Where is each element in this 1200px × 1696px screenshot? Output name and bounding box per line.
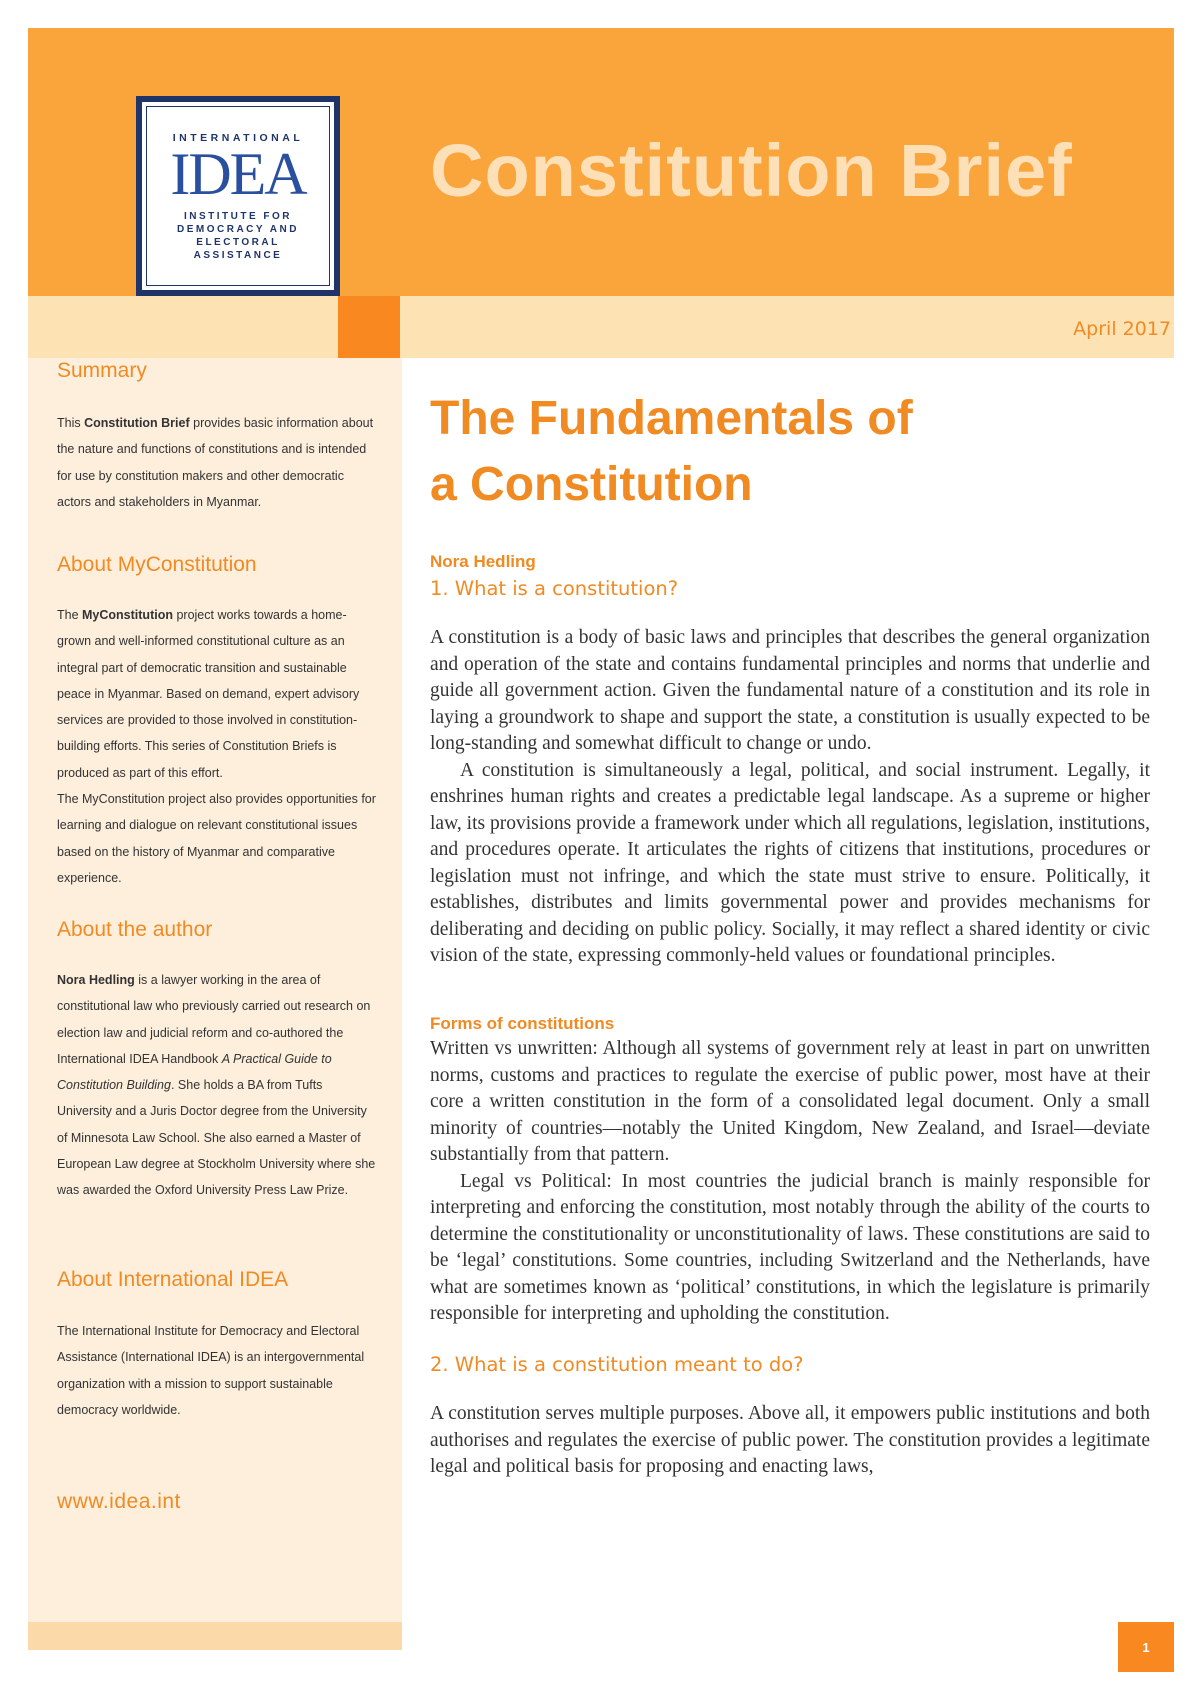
document-title: The Fundamentals of a Constitution: [430, 392, 913, 511]
header-band-right: [400, 296, 1174, 358]
logo-mark: IDEA: [170, 141, 306, 207]
forms-body: [430, 1036, 1150, 1328]
section-1-paragraph: A constitution is a body of basic laws and principles that describes the general organization and operation of the state and contains fundamental principles and norms that underlie and guide all government action. Given the fundamental nature of a constitution and its role in laying a groundwork to shape and support the state, a constitution is usually expected to be long-standing and somewhat difficult to change or undo.: [430, 627, 1150, 754]
header-band-left: [28, 296, 338, 358]
section-2-body: [430, 1401, 1150, 1481]
section-1-heading: 1. What is a constitution?: [430, 577, 679, 600]
about-myconstitution-text: The MyConstitution project works towards a home-grown and well-informed constitutional culture as an integral part of democratic transition and sustainable peace in Myanmar. Based on demand, expert advisory services are provided to those involved in constitution-building efforts. This series of Constitution Briefs is produced as part of this effort. The MyConstitution project also provides opportunities for learning and dialogue on relevant constitutional issues based on the history of Myanmar and comparative experience.: [57, 608, 376, 885]
section-1-body: [430, 625, 1150, 970]
forms-heading: Forms of constitutions: [430, 1014, 615, 1033]
logo-top-text: INTERNATIONAL: [172, 132, 304, 144]
idea-logo: [136, 96, 340, 296]
about-author-text: Nora Hedling is a lawyer working in the area of constitutional law who previously carried out research on election law and judicial reform and co-authored the International IDEA Handbook A Practical Guide to Constitution Building. She holds a BA from Tufts University and a Juris Doctor degree from the University of Minnesota Law School. She also earned a Master of European Law degree at Stockholm University where she was awarded the Oxford University Press Law Prize.: [57, 973, 376, 1198]
header-accent-square: [338, 296, 400, 358]
about-author-heading: About the author: [57, 918, 213, 941]
about-idea-text: The International Institute for Democracy and Electoral Assistance (International IDEA) is an intergovernmental organization with a mission to support sustainable democracy worldwide.: [57, 1324, 365, 1417]
about-idea-heading: About International IDEA: [57, 1268, 289, 1291]
publication-date: April 2017: [1073, 318, 1171, 340]
section-2-heading: 2. What is a constitution meant to do?: [430, 1353, 804, 1376]
summary-heading: Summary: [57, 359, 147, 382]
author-name: Nora Hedling: [430, 552, 536, 571]
forms-paragraph: Legal vs Political: In most countries the judicial branch is mainly responsible for interpreting and enforcing the constitution, most notably through the ability of the courts to determine the constitutionality or unconstitutionality of laws. These constitutions are said to be ‘legal’ constitutions. Some countries, including Switzerland and the Netherlands, have what are sometimes known as ‘political’ constitutions, in which the legislature is primarily responsible for interpreting and upholding the constitution.: [430, 1170, 1150, 1324]
page-number: 1: [1118, 1622, 1174, 1672]
forms-paragraph: Written vs unwritten: Although all systems of government rely at least in part on unwritten norms, customs and practices to regulate the exercise of public power, most have at their core a written constitution in the form of a consolidated legal document. Only a small minority of countries—notably the United Kingdom, New Zealand, and Israel—deviate substantially from that pattern.: [430, 1038, 1150, 1165]
website-link[interactable]: www.idea.int: [57, 1490, 181, 1513]
section-2-paragraph: A constitution serves multiple purposes. Above all, it empowers public institutions and both authorises and regulates the exercise of public power. The constitution provides a legitimate legal and political basis for proposing and enacting laws,: [430, 1403, 1150, 1477]
sidebar-footer-band: [28, 1622, 402, 1650]
section-1-paragraph: A constitution is simultaneously a legal, political, and social instrument. Legally, it enshrines human rights and creates a predictable legal landscape. As a supreme or higher law, its provisions provide a framework under which all regulations, legislation, institutions, and procedures operate. It articulates the rights of citizens that institutions, procedures or legislation must not infringe, and which the state must strive to ensure. Politically, it establishes, distributes and limits governmental power and provides mechanisms for deliberating and deciding on public policy. Socially, it may reflect a shared identity or civic vision of the state, expressing commonly-held values or foundational principles.: [430, 759, 1150, 966]
logo-subtitle: INSTITUTE FOR DEMOCRACY AND ELECTORAL ASSISTANCE: [177, 211, 299, 261]
about-myconstitution-heading: About MyConstitution: [57, 553, 257, 576]
summary-text: This Constitution Brief provides basic information about the nature and functions of constitutions and is intended for use by constitution makers and other democratic actors and stakeholders in Myanmar.: [57, 416, 374, 509]
brand-title: Constitution Brief: [430, 129, 1073, 212]
